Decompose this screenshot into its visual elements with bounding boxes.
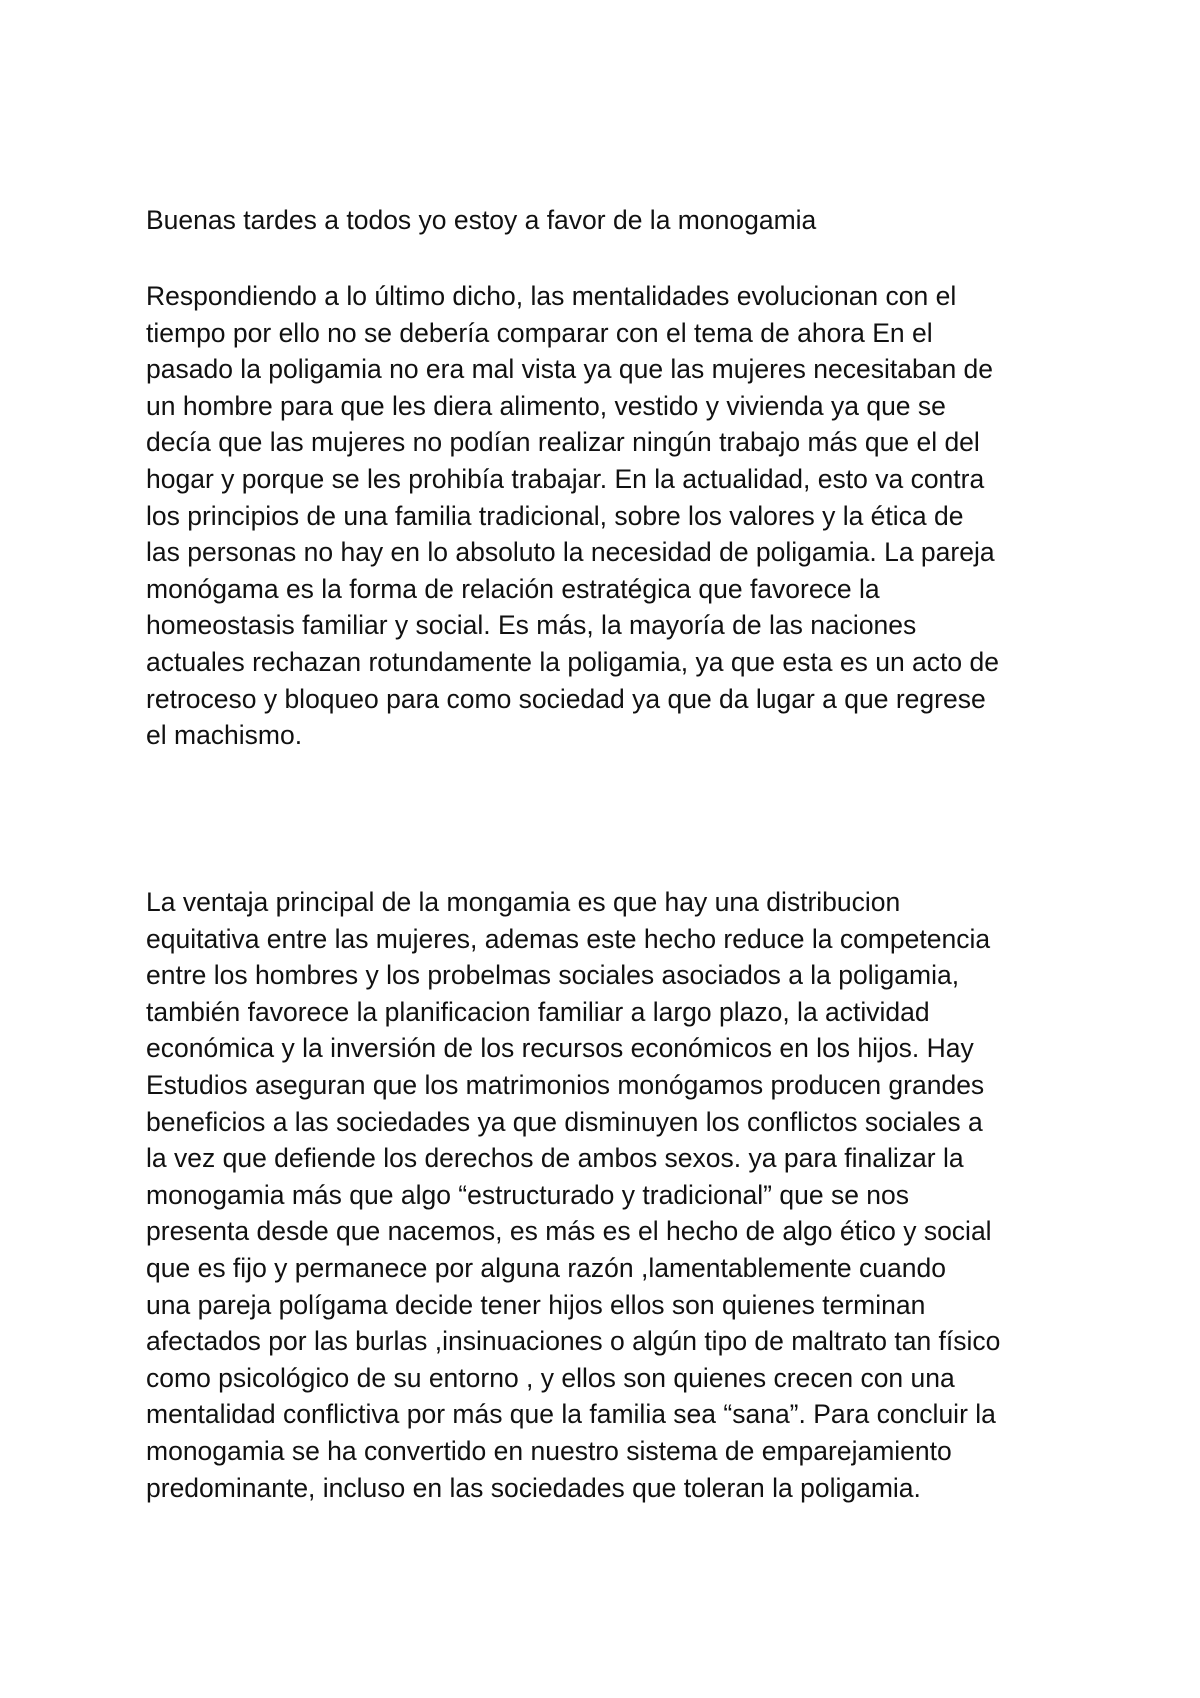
paragraph-response: Respondiendo a lo último dicho, las mentalidades evolucionan con el tiempo por ello no se debería comparar con el tema de ahora En el pasado la poligamia no era mal vista ya que las mujeres necesitaban de un hombre para que les diera alimento, vestido y vivienda ya que se decía que las mujeres no podían realizar ningún trabajo más que el del hogar y porque se les prohibía trabajar. En la actualidad, esto va contra los principios de una familia tradicional, sobre los valores y la ética de las personas no hay en lo absoluto la necesidad de poligamia. La pareja monógama es la forma de relación estratégica que favorece la homeostasis familiar y social. Es más, la mayoría de las naciones actuales rechazan rotundamente la poligamia, ya que esta es un acto de retroceso y bloqueo para como sociedad ya que da lugar a que regrese el machismo. [146, 281, 999, 751]
paragraph-advantages: La ventaja principal de la mongamia es que hay una distribucion equitativa entre las mujeres, ademas este hecho reduce la competencia entre los hombres y los probelmas sociales asociados a la poligamia, también favorece la planificacion familiar a largo plazo, la actividad económica y la inversión de los recursos económicos en los hijos. Hay Estudios aseguran que los matrimonios monógamos producen grandes beneficios a las sociedades ya que disminuyen los conflictos sociales a la vez que defiende los derechos de ambos sexos. ya para finalizar la monogamia más que algo “estructurado y tradicional” que se nos presenta desde que nacemos, es más es el hecho de algo ético y social que es fijo y permanece por alguna razón ,lamentablemente cuando una pareja polígama decide tener hijos ellos son quienes terminan afectados por las burlas ,insinuaciones o algún tipo de maltrato tan físico como psicológico de su entorno , y ellos son quienes crecen con una mentalidad conflictiva por más que la familia sea “sana”. Para concluir la monogamia se ha convertido en nuestro sistema de emparejamiento predominante, incluso en las sociedades que toleran la poligamia. [146, 887, 1001, 1503]
greeting-line: Buenas tardes a todos yo estoy a favor de la monogamia [146, 205, 817, 235]
